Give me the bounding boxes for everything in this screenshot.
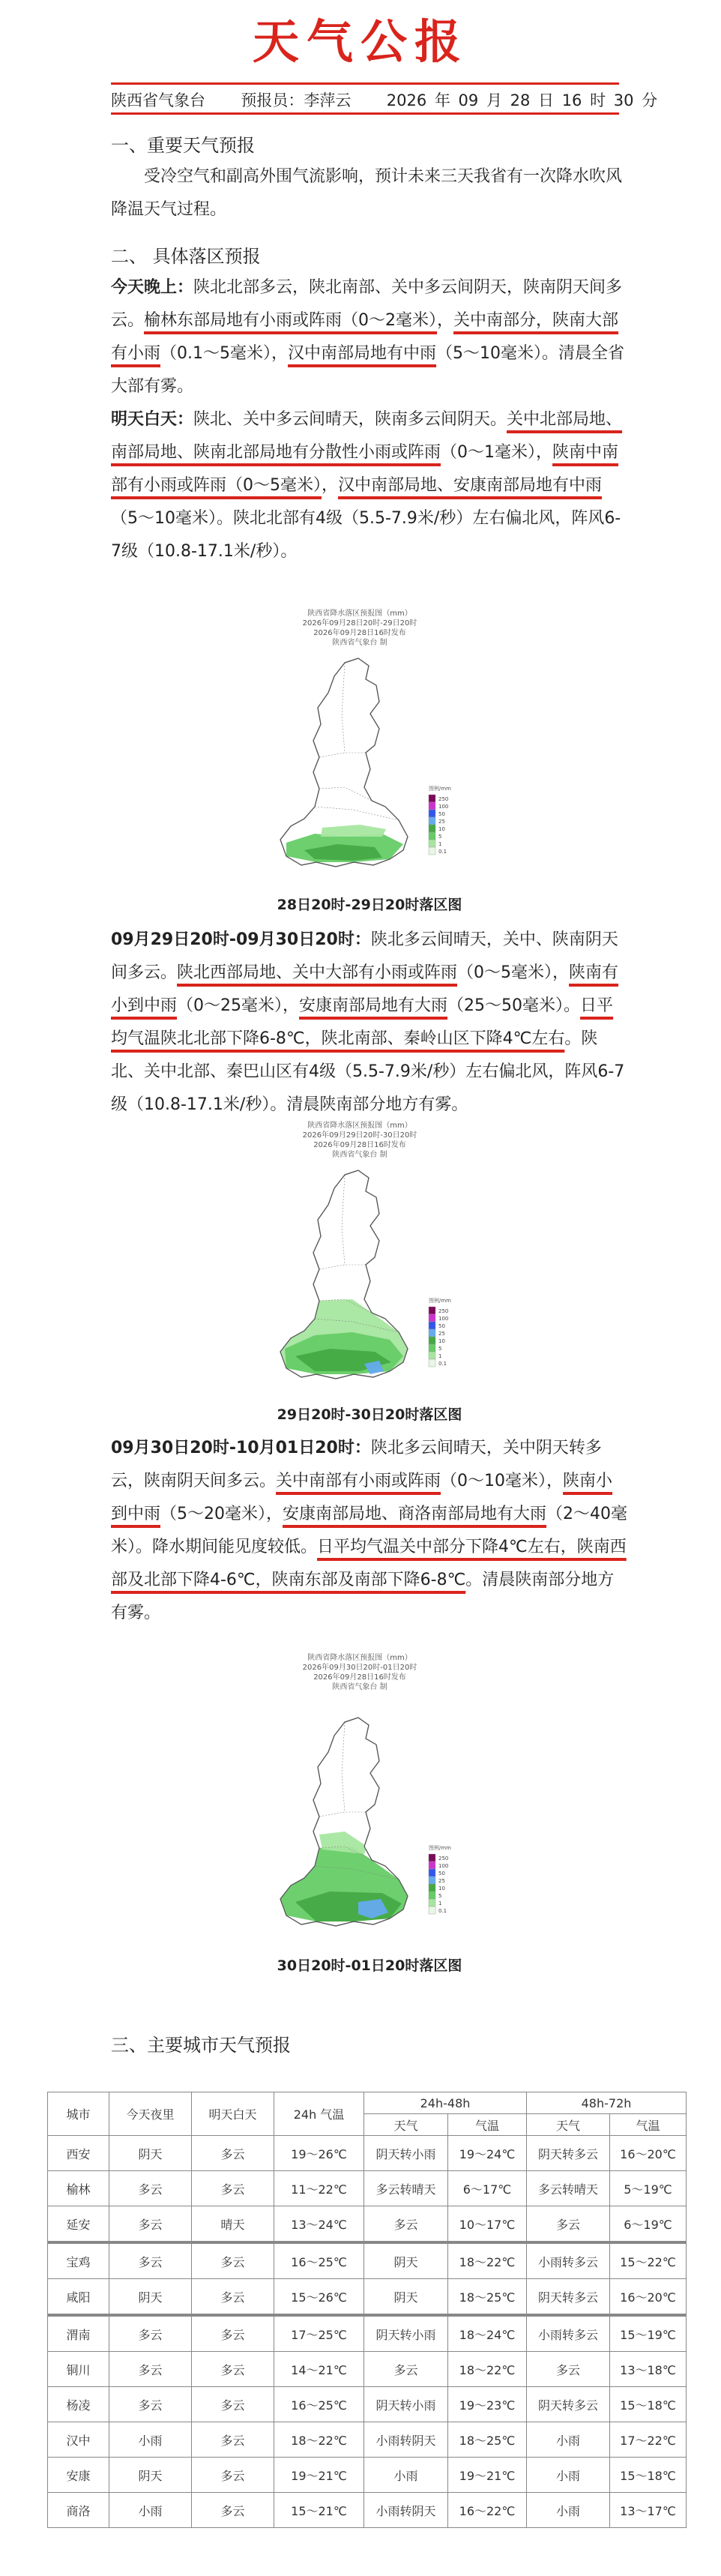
- precip-map-1: [232, 609, 487, 876]
- precipitation-map: [232, 1692, 487, 1932]
- cell-48-weather: 阴天转小雨: [364, 2315, 448, 2352]
- precip-map-2: [232, 1121, 487, 1388]
- table-row: [48, 2352, 687, 2387]
- legend-label: 100: [438, 804, 449, 810]
- forecast-text: （0～25毫米）: [177, 996, 283, 1015]
- cell-72-temp: 15～18℃: [610, 2387, 687, 2422]
- forecast-text: （0～10毫米）: [441, 1472, 547, 1490]
- legend-swatch: [429, 1884, 435, 1892]
- th-72-weather: 天气: [527, 2114, 610, 2136]
- cell-temp24: 13～24℃: [274, 2206, 364, 2243]
- map-3-caption: 30日20时-01日20时落区图: [277, 1957, 462, 1974]
- cell-city: 延安: [48, 2206, 109, 2243]
- legend-label: 100: [438, 1863, 449, 1869]
- period-sep29: [111, 924, 628, 1122]
- cell-72-weather: 小雨: [527, 2422, 610, 2458]
- legend-label: 1: [438, 1901, 442, 1907]
- cell-48-temp: 18～22℃: [448, 2242, 527, 2279]
- highlighted-phrase: 汉中南部局地有中雨: [288, 344, 437, 363]
- table-row: [48, 2422, 687, 2458]
- cell-temp24: 14～21℃: [274, 2352, 364, 2387]
- legend-label: 5: [438, 1893, 442, 1899]
- cell-tomorrow: 多云: [192, 2387, 274, 2422]
- cell-tonight: 多云: [109, 2242, 192, 2279]
- legend-label: 5: [438, 834, 442, 840]
- table-row: [48, 2279, 687, 2316]
- forecast-text: 。陕北、关中北部、秦巴山区有4级（5.5-7.9米/秒）左右偏北风，阵风6-7级（10.8-17.1米/秒）。清晨陕南部分地方有雾。: [111, 1029, 625, 1114]
- cell-tomorrow: 多云: [192, 2136, 274, 2171]
- cell-city: 汉中: [48, 2422, 109, 2458]
- cell-72-temp: 16～20℃: [610, 2279, 687, 2316]
- cell-72-weather: 多云: [527, 2206, 610, 2243]
- th-temp24: 24h 气温: [274, 2092, 364, 2136]
- legend-title: 图例/mm: [429, 786, 451, 792]
- cell-tomorrow: 多云: [192, 2171, 274, 2206]
- forecast-text: ，: [322, 476, 339, 495]
- cell-tonight: 多云: [109, 2206, 192, 2243]
- cell-city: 铜川: [48, 2352, 109, 2387]
- map-2-caption: 29日20时-30日20时落区图: [277, 1406, 462, 1423]
- cell-temp24: 19～21℃: [274, 2458, 364, 2493]
- cell-tonight: 阴天: [109, 2458, 192, 2493]
- legend-swatch: [429, 1359, 435, 1367]
- city-forecast-table-wrap: [47, 2092, 686, 2528]
- th-tomorrow: 明天白天: [192, 2092, 274, 2136]
- cell-72-weather: 小雨: [527, 2458, 610, 2493]
- map-header: [232, 1121, 487, 1160]
- legend-swatch: [429, 1907, 435, 1914]
- legend-label: 250: [438, 1856, 449, 1862]
- highlighted-phrase: 关中北部局地、南部局地、陕南北部局地有分散性小雨或阵雨: [111, 410, 623, 462]
- legend-swatch: [429, 1337, 435, 1344]
- forecast-text: （25～50毫米）。: [447, 996, 581, 1015]
- section-1-body: 受冷空气和副高外围气流影响，预计未来三天我省有一次降水吹风降温天气过程。: [111, 167, 623, 219]
- map-header-line: 2026年09月28日16时发布: [313, 629, 406, 637]
- legend-label: 25: [438, 1331, 445, 1337]
- cell-tomorrow: 多云: [192, 2279, 274, 2316]
- legend-swatch: [429, 832, 435, 840]
- highlighted-phrase: 陕南小到中雨: [111, 1472, 613, 1523]
- forecast-text: ，: [437, 311, 454, 330]
- cell-48-weather: 阴天: [364, 2279, 448, 2316]
- cell-tonight: 阴天: [109, 2279, 192, 2316]
- cell-48-temp: 19～24℃: [448, 2136, 527, 2171]
- cell-48-temp: 16～22℃: [448, 2493, 527, 2528]
- period-lead: 明天白天：: [111, 410, 194, 429]
- legend-label: 0.1: [438, 1908, 447, 1914]
- legend-swatch: [429, 1344, 435, 1352]
- cell-48-weather: 多云转晴天: [364, 2171, 448, 2206]
- table-row: [48, 2493, 687, 2528]
- legend-label: 50: [438, 1871, 445, 1877]
- cell-48-weather: 小雨转阴天: [364, 2422, 448, 2458]
- map-header-line: 陕西省降水落区预报图（mm）: [307, 1654, 412, 1662]
- cell-72-temp: 5～19℃: [610, 2171, 687, 2206]
- legend-label: 10: [438, 1338, 445, 1344]
- cell-temp24: 18～22℃: [274, 2422, 364, 2458]
- legend-swatch: [429, 1322, 435, 1329]
- table-row: [48, 2171, 687, 2206]
- cell-72-temp: 13～17℃: [610, 2493, 687, 2528]
- cell-temp24: 15～21℃: [274, 2493, 364, 2528]
- legend-swatch: [429, 817, 435, 825]
- cell-tonight: 阴天: [109, 2136, 192, 2171]
- forecast-text: ，: [546, 1472, 564, 1490]
- highlighted-phrase: 汉中南部局地、安康南部局地有中雨: [338, 476, 603, 495]
- period-lead: 09月30日20时-10月01日20时：: [111, 1439, 371, 1457]
- cell-72-temp: 15～18℃: [610, 2458, 687, 2493]
- th-tonight: 今天夜里: [109, 2092, 192, 2136]
- legend-label: 0.1: [438, 1361, 447, 1367]
- cell-48-weather: 小雨转阴天: [364, 2493, 448, 2528]
- cell-city: 杨凌: [48, 2387, 109, 2422]
- th-48-weather: 天气: [364, 2114, 448, 2136]
- legend-label: 100: [438, 1316, 449, 1322]
- map-1-caption: 28日20时-29日20时落区图: [277, 897, 462, 913]
- map-header: [232, 1653, 487, 1692]
- forecast-text: （5～10毫米）。清晨全省大部有雾。: [111, 344, 625, 396]
- legend-swatch: [429, 810, 435, 817]
- legend-swatch: [429, 1899, 435, 1907]
- cell-48-weather: 阴天转小雨: [364, 2387, 448, 2422]
- cell-48-temp: 10～17℃: [448, 2206, 527, 2243]
- cell-city: 宝鸡: [48, 2242, 109, 2279]
- issue-time: 2026 年 09 月 28 日 16 时 30 分: [386, 91, 658, 109]
- legend-label: 1: [438, 841, 442, 847]
- cell-tonight: 多云: [109, 2171, 192, 2206]
- forecast-text: 。清晨陕南部分地方有雾。: [111, 1571, 615, 1622]
- legend-label: 250: [438, 1308, 449, 1314]
- forecaster: 预报员：李萍云: [241, 91, 352, 109]
- map-header-line: 陕西省气象台 制: [332, 1683, 387, 1691]
- forecast-text: 陕北多云间晴天，关中、陕南阴天间多云。: [111, 930, 618, 982]
- period-sep30: [111, 1432, 628, 1630]
- legend-swatch: [429, 1869, 435, 1877]
- cell-72-weather: 多云: [527, 2352, 610, 2387]
- cell-72-weather: 阴天转多云: [527, 2136, 610, 2171]
- cell-48-temp: 19～23℃: [448, 2387, 527, 2422]
- cell-48-temp: 6～17℃: [448, 2171, 527, 2206]
- legend-swatch: [429, 840, 435, 847]
- bulletin-title: 天气公报: [252, 14, 468, 69]
- cell-72-temp: 13～18℃: [610, 2352, 687, 2387]
- legend-swatch: [429, 795, 435, 802]
- map-header-line: 陕西省降水落区预报图（mm）: [307, 1122, 412, 1130]
- cell-city: 商洛: [48, 2493, 109, 2528]
- section-1-title: 一、重要天气预报: [111, 135, 255, 156]
- section-2-title: 二、 具体落区预报: [111, 246, 261, 267]
- legend-swatch: [429, 1854, 435, 1862]
- cell-tonight: 小雨: [109, 2422, 192, 2458]
- forecast-text: ，: [271, 344, 289, 363]
- th-48-temp: 气温: [448, 2114, 527, 2136]
- table-row: [48, 2136, 687, 2171]
- map-header-line: 陕西省气象台 制: [332, 639, 387, 647]
- cell-temp24: 17～25℃: [274, 2315, 364, 2352]
- header-rule-top: [111, 82, 619, 85]
- forecast-text: 陕北多云间晴天，关中阴天转多云，陕南阴天间多云。: [111, 1439, 602, 1490]
- cell-temp24: 16～25℃: [274, 2242, 364, 2279]
- forecast-text: ，: [552, 963, 570, 982]
- cell-72-weather: 阴天转多云: [527, 2279, 610, 2316]
- table-row: [48, 2242, 687, 2279]
- highlighted-phrase: 关中南部有小雨或阵雨: [276, 1472, 441, 1490]
- cell-48-temp: 18～22℃: [448, 2352, 527, 2387]
- cell-tomorrow: 多云: [192, 2458, 274, 2493]
- cell-48-temp: 19～21℃: [448, 2458, 527, 2493]
- legend-swatch: [429, 1892, 435, 1899]
- legend-swatch: [429, 802, 435, 810]
- cell-city: 安康: [48, 2458, 109, 2493]
- highlighted-phrase: 陕南有小到中雨: [111, 963, 619, 1015]
- cell-tonight: 多云: [109, 2315, 192, 2352]
- city-rows: [48, 2136, 687, 2528]
- legend-title: 图例/mm: [429, 1298, 451, 1304]
- agency: 陕西省气象台: [111, 91, 205, 109]
- th-48-72h: 48h-72h: [527, 2092, 687, 2114]
- legend-swatch: [429, 1862, 435, 1869]
- legend-label: 50: [438, 1323, 445, 1329]
- issue-info: [111, 88, 658, 111]
- table-row: [48, 2315, 687, 2352]
- forecast-text: （2～40毫米）。降水期间能见度较低。: [111, 1505, 628, 1556]
- th-72-temp: 气温: [610, 2114, 687, 2136]
- cell-tomorrow: 晴天: [192, 2206, 274, 2243]
- th-24-48h: 24h-48h: [364, 2092, 527, 2114]
- legend-label: 25: [438, 819, 445, 825]
- cell-72-weather: 阴天转多云: [527, 2387, 610, 2422]
- highlighted-phrase: （0～2毫米）: [342, 311, 438, 330]
- cell-temp24: 16～25℃: [274, 2387, 364, 2422]
- cell-48-weather: 多云: [364, 2206, 448, 2243]
- legend-label: 1: [438, 1353, 442, 1359]
- legend-swatch: [429, 1314, 435, 1322]
- legend-swatch: [429, 847, 435, 855]
- cell-72-weather: 小雨转多云: [527, 2242, 610, 2279]
- table-row: [48, 2458, 687, 2493]
- table-row: [48, 2206, 687, 2243]
- cell-48-weather: 阴天转小雨: [364, 2136, 448, 2171]
- forecast-text: （0～1毫米）: [441, 443, 537, 462]
- cell-48-weather: 阴天: [364, 2242, 448, 2279]
- forecast-text: ，: [283, 996, 300, 1015]
- cell-city: 榆林: [48, 2171, 109, 2206]
- cell-tomorrow: 多云: [192, 2315, 274, 2352]
- map-header-line: 陕西省气象台 制: [332, 1151, 387, 1159]
- period-lead: 今天晚上：: [111, 278, 194, 297]
- legend-swatch: [429, 1352, 435, 1359]
- cell-tomorrow: 多云: [192, 2352, 274, 2387]
- period-lead: 09月29日20时-09月30日20时：: [111, 930, 371, 949]
- cell-tonight: 小雨: [109, 2493, 192, 2528]
- legend-swatch: [429, 825, 435, 832]
- cell-48-temp: 18～24℃: [448, 2315, 527, 2352]
- highlighted-phrase: 榆林东部局地有小雨或阵雨: [144, 311, 343, 330]
- cell-72-temp: 6～19℃: [610, 2206, 687, 2243]
- forecast-text: （5～20毫米）: [160, 1505, 267, 1523]
- forecast-text: （5～10毫米）。陕北北部有4级（5.5-7.9米/秒）左右偏北风，阵风6-7级（10.8-17.1米/秒）。: [111, 509, 621, 561]
- cell-tonight: 多云: [109, 2387, 192, 2422]
- map-header-line: 2026年09月28日16时发布: [313, 1141, 406, 1149]
- cell-tonight: 多云: [109, 2352, 192, 2387]
- cell-temp24: 11～22℃: [274, 2171, 364, 2206]
- map-header-line: 2026年09月30日20时-01日20时: [302, 1664, 417, 1672]
- legend-label: 25: [438, 1878, 445, 1884]
- header-rule-bottom: [111, 112, 619, 115]
- cell-city: 西安: [48, 2136, 109, 2171]
- table-row: [48, 2387, 687, 2422]
- cell-48-temp: 18～25℃: [448, 2422, 527, 2458]
- cell-city: 咸阳: [48, 2279, 109, 2316]
- cell-72-weather: 小雨: [527, 2493, 610, 2528]
- map-header-line: 2026年09月28日20时-29日20时: [302, 619, 417, 628]
- precip-map-3: [232, 1653, 487, 1935]
- cell-tomorrow: 多云: [192, 2422, 274, 2458]
- cell-48-temp: 18～25℃: [448, 2279, 527, 2316]
- cell-72-weather: 多云转晴天: [527, 2171, 610, 2206]
- forecast-text: ，: [536, 443, 553, 462]
- legend-label: 250: [438, 796, 449, 802]
- cell-city: 渭南: [48, 2315, 109, 2352]
- map-header-line: 2026年09月29日20时-30日20时: [302, 1131, 417, 1140]
- highlighted-phrase: 安康南部局地、商洛南部局地有大雨: [283, 1505, 547, 1523]
- highlighted-phrase: 陕北西部局地、关中大部有小雨或阵雨: [177, 963, 458, 982]
- highlighted-phrase: 日平均气温关中部分下降4℃左右，陕南西部及北部下降4-6℃，陕南东部及南部下降6-8℃: [111, 1538, 627, 1589]
- legend-label: 10: [438, 826, 445, 832]
- map-header-line: 2026年09月28日16时发布: [313, 1673, 406, 1682]
- legend-swatch: [429, 1877, 435, 1884]
- legend-swatch: [429, 1307, 435, 1314]
- highlighted-phrase: 关中南部分，陕南大部有小雨: [111, 311, 619, 363]
- map-header: [232, 609, 487, 648]
- cell-48-weather: 小雨: [364, 2458, 448, 2493]
- cell-72-temp: 15～22℃: [610, 2242, 687, 2279]
- legend-title: 图例/mm: [429, 1845, 451, 1851]
- th-city: 城市: [48, 2092, 109, 2136]
- forecast-text: 陕北、关中多云间晴天，陕南多云间阴天。: [193, 410, 507, 429]
- cell-temp24: 19～26℃: [274, 2136, 364, 2171]
- cell-tomorrow: 多云: [192, 2493, 274, 2528]
- cell-72-temp: 17～22℃: [610, 2422, 687, 2458]
- cell-72-temp: 15～19℃: [610, 2315, 687, 2352]
- forecast-text: 陕北北部多云，陕北南部、关中多云间阴天，陕南阴天间多云。: [111, 278, 623, 330]
- cell-tomorrow: 多云: [192, 2242, 274, 2279]
- highlighted-phrase: （0～5毫米）: [226, 476, 322, 495]
- period-tomorrow: [111, 403, 628, 568]
- highlighted-phrase: 日平均气温陕北北部下降6-8℃，陕北南部、秦岭山区下降4℃左右: [111, 996, 614, 1048]
- forecast-text: ，: [266, 1505, 283, 1523]
- legend-label: 0.1: [438, 849, 447, 855]
- legend-label: 5: [438, 1346, 442, 1352]
- city-forecast-table: [47, 2092, 687, 2528]
- cell-48-weather: 多云: [364, 2352, 448, 2387]
- legend-label: 50: [438, 811, 445, 817]
- highlighted-phrase: 安康南部局地有大雨: [299, 996, 448, 1015]
- cell-72-temp: 16～20℃: [610, 2136, 687, 2171]
- forecast-text: （0.1～5毫米）: [160, 344, 272, 363]
- map-header-line: 陕西省降水落区预报图（mm）: [307, 610, 412, 618]
- forecast-text: （0～5毫米）: [457, 963, 553, 982]
- legend-label: 10: [438, 1886, 445, 1892]
- precipitation-map: [232, 648, 487, 873]
- highlighted-phrase: 陕南中南部有小雨或阵雨: [111, 443, 619, 495]
- legend-swatch: [429, 1329, 435, 1337]
- cell-temp24: 15～26℃: [274, 2279, 364, 2316]
- precipitation-map: [232, 1160, 487, 1385]
- period-tonight: [111, 271, 628, 403]
- section-3-title: 三、主要城市天气预报: [111, 2035, 291, 2056]
- cell-72-weather: 小雨转多云: [527, 2315, 610, 2352]
